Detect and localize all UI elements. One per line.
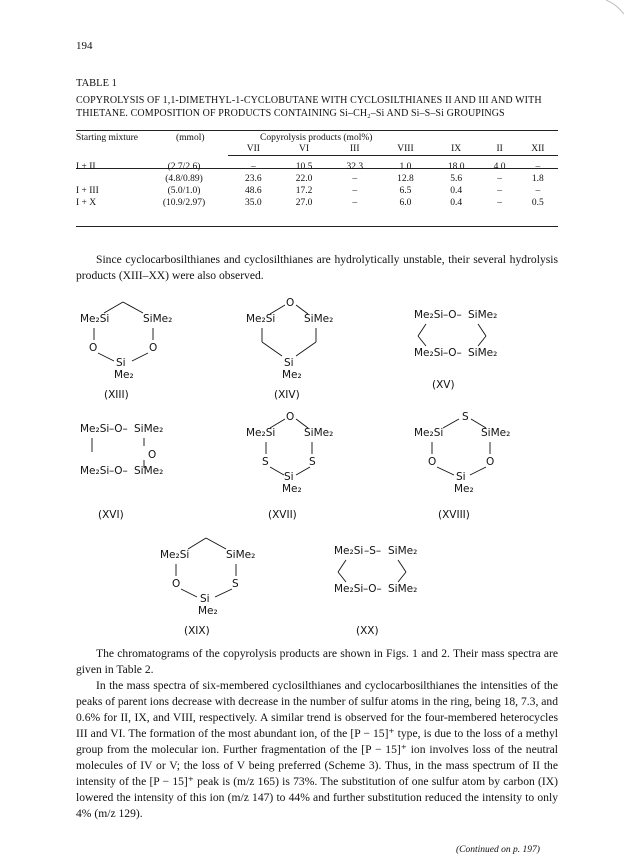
header-mmol: (mmol) bbox=[176, 133, 205, 143]
column-header: VI bbox=[299, 144, 310, 154]
cell-value: 1.8 bbox=[531, 174, 544, 184]
cell-value: – bbox=[497, 186, 502, 196]
cell-value: – bbox=[497, 174, 502, 184]
atom-label: Si bbox=[284, 471, 294, 483]
atom-label: Me₂Si bbox=[80, 313, 110, 325]
compound-label: (XVIII) bbox=[438, 509, 470, 521]
cell-value: – bbox=[535, 162, 541, 172]
atom-label: Me₂ bbox=[282, 483, 302, 495]
atom-label: Me₂Si bbox=[246, 427, 276, 439]
compound-label: (XX) bbox=[356, 625, 379, 637]
cell-value: – bbox=[535, 186, 541, 196]
paragraph-chromatograms: The chromatograms of the copyrolysis products are shown in Figs. 1 and 2. Their mass spectra are given in Table 2. bbox=[76, 647, 558, 676]
cell-value: – bbox=[497, 198, 502, 208]
atom-label: SiMe₂ bbox=[304, 427, 334, 439]
structure-xx bbox=[334, 545, 417, 637]
compound-label: (XVII) bbox=[268, 509, 297, 521]
cell-value: 35.0 bbox=[245, 198, 262, 208]
cell-value: 32.3 bbox=[346, 162, 364, 172]
compound-label: (XIII) bbox=[104, 389, 129, 401]
cell-mmol: (5.0/1.0) bbox=[167, 186, 201, 196]
atom-label: S bbox=[262, 456, 269, 468]
atom-label: SiMe₂ bbox=[134, 465, 164, 477]
atom-label: Me₂ bbox=[198, 605, 218, 617]
atom-label: Me₂ bbox=[454, 483, 474, 495]
atom-label: O bbox=[172, 578, 181, 590]
atom-label: –S– bbox=[364, 545, 382, 557]
cell-value: 18.0 bbox=[447, 162, 465, 172]
continued-note: (Continued on p. 197) bbox=[456, 845, 540, 855]
atom-label: O bbox=[286, 297, 295, 309]
atom-label: –O– bbox=[443, 309, 462, 321]
cell-value: 48.6 bbox=[245, 186, 262, 196]
atom-label: Me₂Si bbox=[334, 545, 364, 557]
atom-label: O bbox=[286, 411, 295, 423]
cell-value: 0.4 bbox=[450, 198, 463, 208]
atom-label: Me₂ bbox=[114, 369, 134, 381]
atom-label: Me₂Si bbox=[414, 427, 444, 439]
atom-label: SiMe₂ bbox=[468, 309, 498, 321]
column-header: VIII bbox=[397, 144, 414, 154]
structure-xvii bbox=[246, 411, 333, 521]
cell-value: 27.0 bbox=[295, 198, 313, 208]
column-header: IX bbox=[451, 144, 462, 154]
column-header: III bbox=[350, 144, 360, 154]
structure-xvi bbox=[80, 423, 163, 521]
cell-value: – bbox=[352, 198, 358, 208]
table-label: TABLE 1 bbox=[76, 78, 117, 89]
cell-value: – bbox=[352, 174, 358, 184]
atom-label: Me₂Si bbox=[160, 549, 190, 561]
atom-label: SiMe₂ bbox=[481, 427, 511, 439]
atom-label: Me₂ bbox=[282, 369, 302, 381]
cell-value: 22.0 bbox=[295, 174, 313, 184]
atom-label: O bbox=[149, 342, 158, 354]
atom-label: SiMe₂ bbox=[226, 549, 256, 561]
compound-label: (XIV) bbox=[274, 389, 300, 401]
paragraph-mass-spectra: In the mass spectra of six-membered cyclosilthianes and cyclocarbosilthianes the intensities of the peaks of parent ions decrease with decrease in the number of sulfur atoms in the ring, being 18, 7.3, and 0.6% for II, IX, and VIII, respectively. A similar trend is observed for the four-membered heterocycles III and VI. The formation of the most abundant ion, of the [P − 15]⁺ type, is due to the loss of a methyl group from the molecular ion. Further fragmentation of the [P − 15]⁺ ion involves loss of the neutral molecules of IV or V; the loss of V being preferred (Scheme 3). Thus, in the mass spectrum of II the intensity of the [P − 15]⁺ peak is (m/z 165) is 73%. The substitution of one sulfur atom by carbon (IX) lowered the intensity of this ion (m/z 147) to 44% and further substitution reduced the intensity to only 4% (m/z 129). bbox=[76, 679, 558, 820]
cell-mixture: I + X bbox=[76, 198, 97, 208]
cell-mmol: (4.8/0.89) bbox=[165, 174, 203, 184]
cell-value: – bbox=[352, 186, 358, 196]
atom-label: –O– bbox=[109, 465, 128, 477]
cell-value: 10.5 bbox=[295, 162, 313, 172]
structure-xviii bbox=[414, 411, 510, 521]
atom-label: O bbox=[428, 456, 437, 468]
header-starting-mixture: Starting mixture bbox=[76, 133, 139, 143]
cell-value: 12.8 bbox=[397, 174, 414, 184]
cell-value: – bbox=[250, 162, 256, 172]
column-header: VII bbox=[246, 144, 260, 154]
atom-label: Si bbox=[456, 471, 466, 483]
compound-label: (XV) bbox=[432, 379, 455, 391]
atom-label: Si bbox=[284, 357, 294, 369]
atom-label: O bbox=[89, 342, 98, 354]
header-products: Copyrolysis products (mol%) bbox=[260, 133, 373, 143]
atom-label: SiMe₂ bbox=[134, 423, 164, 435]
atom-label: Si bbox=[200, 593, 210, 605]
atom-label: SiMe₂ bbox=[468, 347, 498, 359]
atom-label: S bbox=[309, 456, 316, 468]
atom-label: –O– bbox=[109, 423, 128, 435]
atom-label: S bbox=[232, 578, 239, 590]
table-caption: COPYROLYSIS OF 1,1-DIMETHYL-1-CYCLOBUTANE WITH CYCLOSILTHIANES II AND III AND WITH THIETANE. COMPOSITION OF PRODUCTS CONTAINING Si–CH₂–Si AND Si–S–Si GROUPINGS bbox=[76, 95, 542, 119]
cell-mmol: (2.7/2.6) bbox=[167, 162, 201, 172]
compound-label: (XVI) bbox=[98, 509, 124, 521]
cell-value: 17.2 bbox=[295, 186, 313, 196]
atom-label: Me₂Si bbox=[80, 423, 110, 435]
atom-label: –O– bbox=[363, 583, 382, 595]
cell-value: 4.0 bbox=[493, 162, 506, 172]
cell-value: 6.0 bbox=[399, 198, 412, 208]
page-number: 194 bbox=[76, 40, 93, 52]
cell-value: 0.5 bbox=[531, 198, 544, 208]
structure-xv bbox=[414, 309, 497, 391]
cell-value: 0.4 bbox=[450, 186, 463, 196]
atom-label: Me₂Si bbox=[80, 465, 110, 477]
atom-label: Me₂Si bbox=[414, 347, 444, 359]
compound-label: (XIX) bbox=[184, 625, 210, 637]
paragraph-hydrolysis: Since cyclocarbosilthianes and cyclosilthianes are hydrolytically unstable, their several hydrolysis products (XIII–XX) were also observed. bbox=[76, 253, 558, 282]
structure-xix bbox=[160, 538, 255, 637]
atom-label: Me₂Si bbox=[334, 583, 364, 595]
cell-value: 23.6 bbox=[245, 174, 262, 184]
cell-value: 6.5 bbox=[399, 186, 412, 196]
atom-label: SiMe₂ bbox=[143, 313, 173, 325]
atom-label: –O– bbox=[443, 347, 462, 359]
cell-mixture: I + III bbox=[76, 186, 99, 196]
structure-xiii bbox=[80, 302, 172, 401]
atom-label: Me₂Si bbox=[246, 313, 276, 325]
atom-label: S bbox=[462, 411, 469, 423]
structure-xiv bbox=[246, 297, 333, 401]
cell-mmol: (10.9/2.97) bbox=[162, 198, 206, 208]
atom-label: SiMe₂ bbox=[388, 545, 418, 557]
atom-label: Si bbox=[116, 357, 126, 369]
cell-value: 1.0 bbox=[399, 162, 412, 172]
column-header: II bbox=[496, 144, 503, 154]
column-header: XII bbox=[531, 144, 545, 154]
atom-label: SiMe₂ bbox=[388, 583, 418, 595]
atom-label: SiMe₂ bbox=[304, 313, 334, 325]
atom-label: O bbox=[148, 449, 157, 461]
cell-value: 5.6 bbox=[450, 174, 463, 184]
atom-label: O bbox=[486, 456, 495, 468]
atom-label: Me₂Si bbox=[414, 309, 444, 321]
cell-mixture: I + II bbox=[76, 162, 96, 172]
